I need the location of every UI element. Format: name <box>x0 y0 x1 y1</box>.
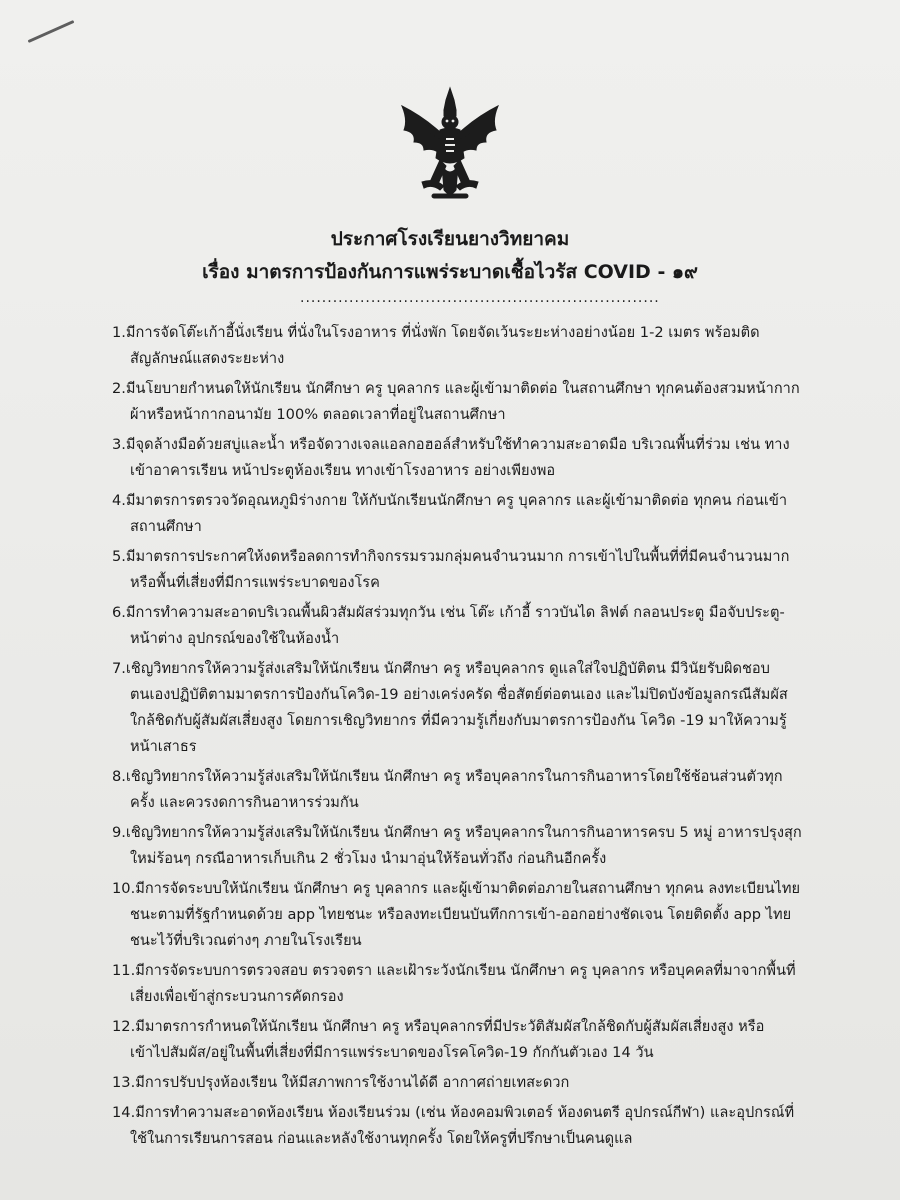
list-item: 11.มีการจัดระบบการตรวจสอบ ตรวจตรา และเฝ้าระวังนักเรียน นักศึกษา ครู บุคลากร หรือบุคคลที่มาจากพื้นที่เสี่ยงเพื่อเข้าสู่กระบวนการคัดกรอง <box>112 962 796 1005</box>
list-item: 3.มีจุดล้างมือด้วยสบู่และน้ำ หรือจัดวางเจลแอลกอฮอล์สำหรับใช้ทำความสะอาดมือ บริเวณพื้นที่ร่วม เช่น ทางเข้าอาคารเรียน หน้าประตูห้องเรียน ทางเข้าโรงอาหาร อย่างเพียงพอ <box>112 436 790 479</box>
list-item: 8.เชิญวิทยากรให้ความรู้ส่งเสริมให้นักเรียน นักศึกษา ครู หรือบุคลากรในการกินอาหารโดยใช้ช้อนส่วนตัวทุกครั้ง และควรงดการกินอาหารร่วมกัน <box>112 768 783 811</box>
list-item: 9.เชิญวิทยากรให้ความรู้ส่งเสริมให้นักเรียน นักศึกษา ครู หรือบุคลากรในการกินอาหารครบ 5 หมู่ อาหารปรุงสุกใหม่ร้อนๆ กรณีอาหารเก็บเกิน 2 ชั่วโมง นำมาอุ่นให้ร้อนทั่วถึง ก่อนกินอีกครั้ง <box>112 824 802 867</box>
list-item: 2.มีนโยบายกำหนดให้นักเรียน นักศึกษา ครู บุคลากร และผู้เข้ามาติดต่อ ในสถานศึกษา ทุกคนต้องสวมหน้ากากผ้าหรือหน้ากากอนามัย 100% ตลอดเวลาที่อยู่ในสถานศึกษา <box>112 380 800 423</box>
list-item: 7.เชิญวิทยากรให้ความรู้ส่งเสริมให้นักเรียน นักศึกษา ครู หรือบุคลากร ดูแลใส่ใจปฏิบัติตน มีวินัยรับผิดชอบตนเองปฏิบัติตามมาตรการป้องกันโควิด-19 อย่างเคร่งครัด ซื่อสัตย์ต่อตนเอง และไม่ปิดบังข้อมูลกรณีสัมผัสใกล้ชิดกับผู้สัมผัสเสี่ยงสูง โดยการเชิญวิทยากร ที่มีความรู้เกี่ยงกับมาตรการป้องกัน โควิด -19 มาให้ความรู้หน้าเสาธร <box>112 660 788 755</box>
announcement-subject: เรื่อง มาตรการป้องกันการแพร่ระบาดเชื้อไวรัส COVID - ๑๙ <box>202 261 698 283</box>
list-item: 13.มีการปรับปรุงห้องเรียน ให้มีสภาพการใช้งานได้ดี อากาศถ่ายเทสะดวก <box>112 1074 570 1091</box>
measures-list <box>112 320 802 1156</box>
list-item: 14.มีการทำความสะอาดห้องเรียน ห้องเรียนร่วม (เช่น ห้องคอมพิวเตอร์ ห้องดนตรี อุปกรณ์กีฬา) และอุปกรณ์ที่ใช้ในการเรียนการสอน ก่อนและหลังใช้งานทุกครั้ง โดยให้ครูที่ปรึกษาเป็นคนดูแล <box>112 1104 795 1147</box>
list-item: 10.มีการจัดระบบให้นักเรียน นักศึกษา ครู บุคลากร และผู้เข้ามาติดต่อภายในสถานศึกษา ทุกคน ลงทะเบียนไทยชนะตามที่รัฐกำหนดด้วย app ไทยชนะ หรือลงทะเบียนบันทึกการเข้า-ออกอย่างชัดเจน โดยติดตั้ง app ไทยชนะไว้ที่บริเวณต่างๆ ภายในโรงเรียน <box>112 880 801 949</box>
dotted-separator: .................................................................. <box>300 290 660 306</box>
list-item: 12.มีมาตรการกำหนดให้นักเรียน นักศึกษา ครู หรือบุคลากรที่มีประวัติสัมผัสใกล้ชิดกับผู้สัมผัสเสี่ยงสูง หรือเข้าไปสัมผัส/อยู่ในพื้นที่เสี่ยงที่มีการแพร่ระบาดของโรคโควิด-19 กักกันตัวเอง 14 วัน <box>112 1018 765 1061</box>
list-item: 1.มีการจัดโต๊ะเก้าอี้นั่งเรียน ที่นั่งในโรงอาหาร ที่นั่งพัก โดยจัดเว้นระยะห่างอย่างน้อย 1-2 เมตร พร้อมติดสัญลักษณ์แสดงระยะห่าง <box>112 324 760 367</box>
list-item: 6.มีการทำความสะอาดบริเวณพื้นผิวสัมผัสร่วมทุกวัน เช่น โต๊ะ เก้าอี้ ราวบันได ลิฟต์ กลอนประตู มือจับประตู-หน้าต่าง อุปกรณ์ของใช้ในห้องน้ำ <box>112 604 785 647</box>
garuda-emblem-icon <box>394 86 506 204</box>
list-item: 4.มีมาตรการตรวจวัดอุณหภูมิร่างกาย ให้กับนักเรียนนักศึกษา ครู บุคลากร และผู้เข้ามาติดต่อ ทุกคน ก่อนเข้าสถานศึกษา <box>112 492 788 535</box>
pen-mark <box>28 20 75 43</box>
announcement-title: ประกาศโรงเรียนยางวิทยาคม <box>330 228 570 250</box>
list-item: 5.มีมาตรการประกาศให้งดหรือลดการทำกิจกรรมรวมกลุ่มคนจำนวนมาก การเข้าไปในพื้นที่ที่มีคนจำนวนมากหรือพื้นที่เสี่ยงที่มีการแพร่ระบาดของโรค <box>112 548 790 591</box>
